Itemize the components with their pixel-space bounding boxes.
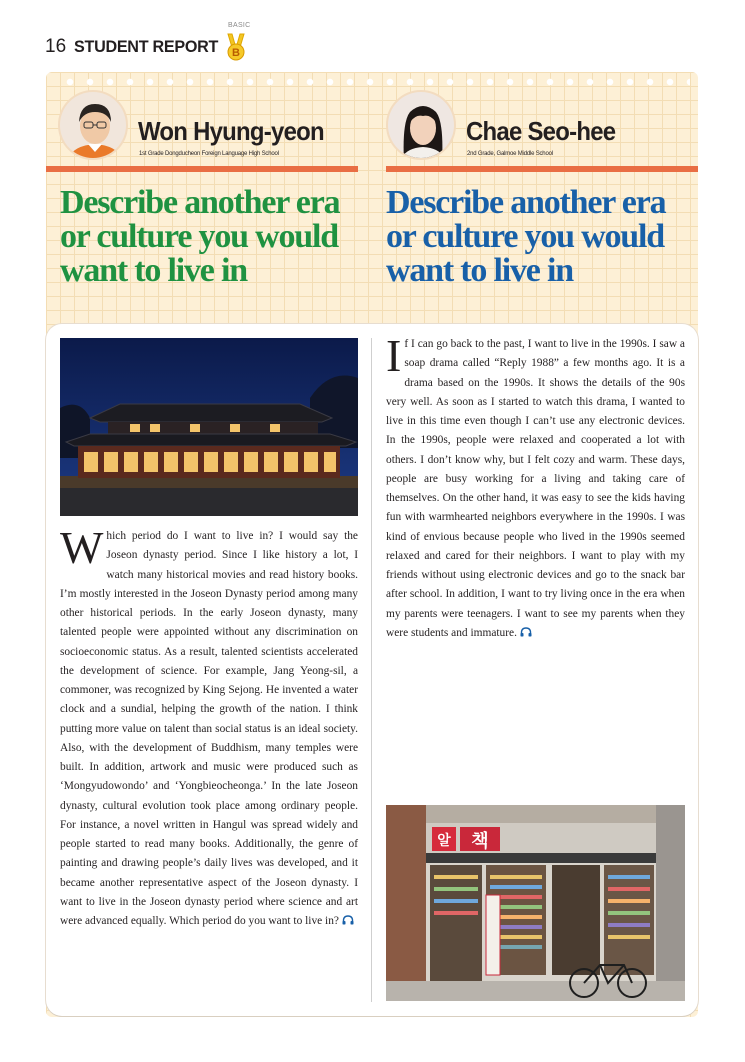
divider-rule-right bbox=[386, 166, 698, 172]
dropcap-right: I bbox=[386, 330, 402, 381]
column-divider bbox=[371, 338, 372, 1002]
palace-photo bbox=[60, 338, 358, 516]
essay-left-text: hich period do I want to live in? I would say the Joseon dynasty period. Since I like history a lot, I watch many historical movies and read history books. I’m mostly interested in the Joseon Dynasty period among many other historical periods. In the early Joseon dynasty, many talented people were appointed without any discrimination on socioeconomic status. As a result, talented scientists accelerated the development of science. For example, Jang Yeong-sil, a commoner, was recognized by King Sejong. He invented a water clock and a sundial, helping the growth of the nation. I think putting more value on talent than social status is an ideal society. Also, with the development of Buddhism, many temples were built. In addition, artwork and music were produced such as ‘Mongyudowondo’ and ‘Yongbieocheonga.’ In the late Joseon dynasty, cultural evolution took place among ordinary people. For instance, a novel written in Hangul was spread widely and people started to read many books. Additionally, the genre of painting and drawing people’s daily lives was developed, and it became another representative aspect of the Joseon dynasty. I want to live in the Joseon dynasty period where science and art were advanced equally. Which period do you want to live in? bbox=[60, 530, 358, 927]
shop-sign-text: 책 bbox=[471, 831, 489, 852]
author-profile-right bbox=[386, 90, 698, 170]
author-school-left: 1st Grade Dongducheon Foreign Language High School bbox=[139, 151, 279, 157]
dropcap-left: W bbox=[60, 522, 104, 573]
divider-rule-left bbox=[46, 166, 358, 172]
level-badge-icon bbox=[222, 24, 250, 62]
avatar-left bbox=[58, 90, 128, 160]
binder-holes bbox=[60, 78, 690, 86]
page-number: 16 bbox=[45, 36, 67, 57]
author-name-left: Won Hyung-yeon bbox=[138, 116, 324, 146]
essay-right bbox=[386, 330, 685, 643]
essay-left bbox=[60, 522, 358, 931]
bookstore-photo bbox=[386, 805, 685, 1001]
author-school-right: 2nd Grade, Galmoe Middle School bbox=[467, 151, 553, 157]
author-profile-left bbox=[58, 90, 358, 170]
section-title: STUDENT REPORT bbox=[74, 37, 219, 56]
headline-left: Describe another era or culture you would want to live in bbox=[60, 184, 340, 289]
essay-right-text: f I can go back to the past, I want to live in the 1990s. I saw a soap drama called “Reply 1988” a few months ago. It is a drama based on the 1990s. It shows the details of the 90s very well. As soon as I started to watch this drama, I wanted to live in this time even though I can’t use any electronic devices. In the 1990s, people were relaxed and cooperated a lot with others. I don’t know why, but I felt cozy and warm. These days, people are busy working for a living and taking care of themselves. On the other hand, it was easy to see the kids having fun with warmhearted neighbors everywhere in the 1990s. I was kind of envious because people who lived in the 1990s seemed relaxed and cared for their neighbors. I want to play with my friends without using electronic devices and go to the snack bar after school. In addition, I want to try living once in the era when my parents were teenagers. I want to see my parents when they were students and immature. bbox=[386, 338, 685, 639]
shop-sign-tag: 알 bbox=[437, 833, 451, 849]
headphones-icon bbox=[342, 915, 354, 925]
headphones-icon bbox=[520, 627, 532, 637]
level-label: BASIC bbox=[228, 22, 251, 29]
avatar-right bbox=[386, 90, 456, 160]
page-header bbox=[45, 36, 226, 62]
level-letter: B bbox=[232, 47, 240, 59]
headline-right: Describe another era or culture you would want to live in bbox=[386, 184, 666, 289]
author-name-right: Chae Seo-hee bbox=[466, 116, 616, 146]
